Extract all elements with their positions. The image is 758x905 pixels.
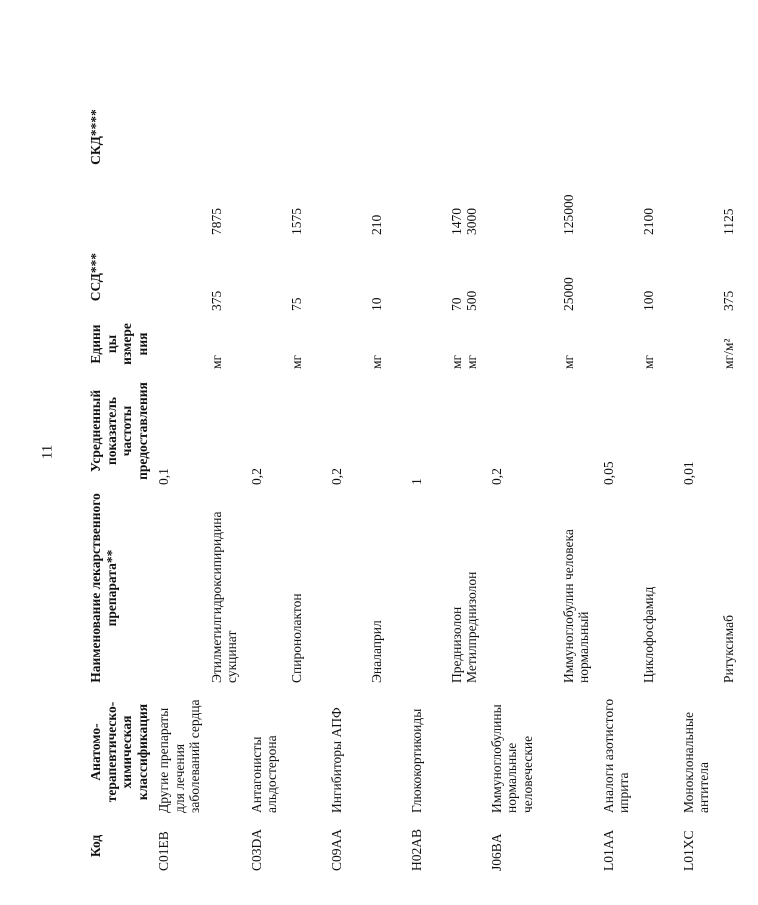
cell-code [718, 817, 758, 875]
table-row [598, 35, 638, 875]
cell-drug [486, 489, 558, 687]
cell-unit: мг [288, 354, 304, 369]
cell-frequency: 0,05 [600, 461, 616, 485]
table-row [366, 35, 406, 875]
cell-atc [366, 687, 406, 817]
cell-ssd [598, 239, 638, 315]
cell-skd [246, 35, 286, 239]
cell-skd: 210 [368, 214, 384, 235]
cell-ssd: 10 [368, 297, 384, 311]
cell-atc: Ингибиторы АПФ [328, 707, 344, 813]
cell-drug: Циклофосфамид [640, 586, 656, 683]
cell-unit: мг [368, 354, 384, 369]
page-number: 11 [39, 444, 56, 460]
table-row [326, 35, 366, 875]
cell-unit [598, 315, 638, 373]
cell-unit [406, 315, 446, 373]
cell-drug [326, 489, 366, 687]
table-row [446, 35, 486, 875]
cell-frequency: 0,2 [488, 468, 504, 485]
cell-atc: Другие препараты для лечения заболеваний сердца [156, 699, 203, 813]
cell-skd [598, 35, 638, 239]
cell-frequency: 0,1 [156, 468, 172, 485]
cell-drug: Спиронолактон [288, 593, 304, 683]
cell-frequency [286, 373, 326, 489]
cell-code: J06BA [488, 833, 504, 871]
header-atc: Анатомо-терапевтическо-химическая классификация [88, 701, 150, 803]
header-code: Код [88, 834, 103, 858]
cell-atc: Антагонисты альдостерона [248, 735, 280, 813]
table-row [246, 35, 286, 875]
cell-ssd: 100 [640, 290, 656, 311]
cell-ssd: 375 [208, 290, 224, 311]
cell-drug [153, 489, 206, 687]
cell-frequency: 0,2 [248, 468, 264, 485]
cell-skd: 125000 [560, 194, 576, 235]
cell-ssd [153, 239, 206, 315]
cell-skd: 1575 [288, 208, 304, 235]
cell-unit: мг/м² [720, 338, 736, 369]
cell-frequency [718, 373, 758, 489]
cell-frequency [558, 373, 598, 489]
cell-atc: Иммуноглобулины нормальные человеческие [488, 704, 535, 813]
cell-skd: 1470 3000 [448, 208, 480, 235]
cell-ssd: 25000 [560, 277, 576, 311]
table-row [718, 35, 758, 875]
table-row [638, 35, 678, 875]
header-ssd: ССД*** [88, 252, 103, 302]
cell-frequency [366, 373, 406, 489]
cell-atc: Аналоги азотистого иприта [600, 698, 632, 813]
cell-ssd: 375 [720, 290, 736, 311]
table-row [678, 35, 718, 875]
cell-drug [246, 489, 286, 687]
header-frequency: Усредненный показатель частоты предоставления [88, 382, 150, 480]
cell-code [446, 817, 486, 875]
cell-code [206, 817, 246, 875]
cell-skd [153, 35, 206, 239]
cell-ssd [486, 239, 558, 315]
cell-skd [486, 35, 558, 239]
cell-frequency: 0,2 [328, 468, 344, 485]
cell-ssd [406, 239, 446, 315]
cell-atc [446, 687, 486, 817]
cell-ssd [326, 239, 366, 315]
cell-code: C09AA [328, 828, 344, 871]
table-row [558, 35, 598, 875]
cell-skd: 2100 [640, 208, 656, 235]
cell-frequency [206, 373, 246, 489]
cell-skd [678, 35, 718, 239]
cell-code [558, 817, 598, 875]
cell-unit: мг [560, 354, 576, 369]
cell-skd [326, 35, 366, 239]
cell-drug [406, 489, 446, 687]
cell-ssd [246, 239, 286, 315]
table-row [486, 35, 558, 875]
cell-skd [406, 35, 446, 239]
table-header-row [85, 35, 153, 875]
cell-unit [486, 315, 558, 373]
header-unit: Едини цы измере ния [88, 323, 150, 365]
table-row [153, 35, 206, 875]
cell-atc [638, 687, 678, 817]
cell-drug: Иммуноглобулин человека нормальный [560, 529, 592, 683]
cell-unit: мг [208, 354, 224, 369]
table-row [286, 35, 326, 875]
cell-atc [718, 687, 758, 817]
cell-code: L01XC [680, 830, 696, 871]
cell-code [286, 817, 326, 875]
header-skd: СКД**** [88, 109, 103, 165]
cell-atc [286, 687, 326, 817]
cell-skd: 1125 [720, 208, 736, 235]
cell-atc [558, 687, 598, 817]
cell-ssd [678, 239, 718, 315]
drug-table [85, 35, 758, 875]
cell-atc: Моноклональные антитела [680, 712, 712, 813]
cell-atc: Глюкокортикоиды [408, 708, 424, 813]
cell-drug: Этилметилгидроксипиридина сукцинат [208, 511, 240, 683]
cell-drug [678, 489, 718, 687]
cell-unit [678, 315, 718, 373]
cell-code [366, 817, 406, 875]
cell-unit [153, 315, 206, 373]
cell-drug: Ритуксимаб [720, 615, 736, 683]
cell-unit: мг мг [448, 354, 480, 369]
cell-frequency: 0,01 [680, 461, 696, 485]
cell-code [638, 817, 678, 875]
table-row [206, 35, 246, 875]
table-row [406, 35, 446, 875]
cell-drug: Эналаприл [368, 620, 384, 683]
document-sheet [85, 35, 736, 875]
cell-skd: 7875 [208, 208, 224, 235]
cell-frequency: 1 [408, 478, 424, 485]
cell-ssd: 70 500 [448, 290, 480, 311]
cell-code: H02AB [408, 828, 424, 871]
cell-drug [598, 489, 638, 687]
cell-unit: мг [640, 354, 656, 369]
cell-code: L01AA [600, 829, 616, 871]
cell-ssd: 75 [288, 297, 304, 311]
rotated-table-frame [85, 35, 736, 875]
cell-drug: Преднизолон Метилпреднизолон [448, 571, 480, 683]
cell-unit [246, 315, 286, 373]
cell-frequency [638, 373, 678, 489]
cell-atc [206, 687, 246, 817]
cell-frequency [446, 373, 486, 489]
cell-unit [326, 315, 366, 373]
cell-code: C01EB [156, 831, 172, 871]
header-drug: Наименование лекарственного препарата** [88, 493, 119, 683]
cell-code: C03DA [248, 828, 264, 871]
